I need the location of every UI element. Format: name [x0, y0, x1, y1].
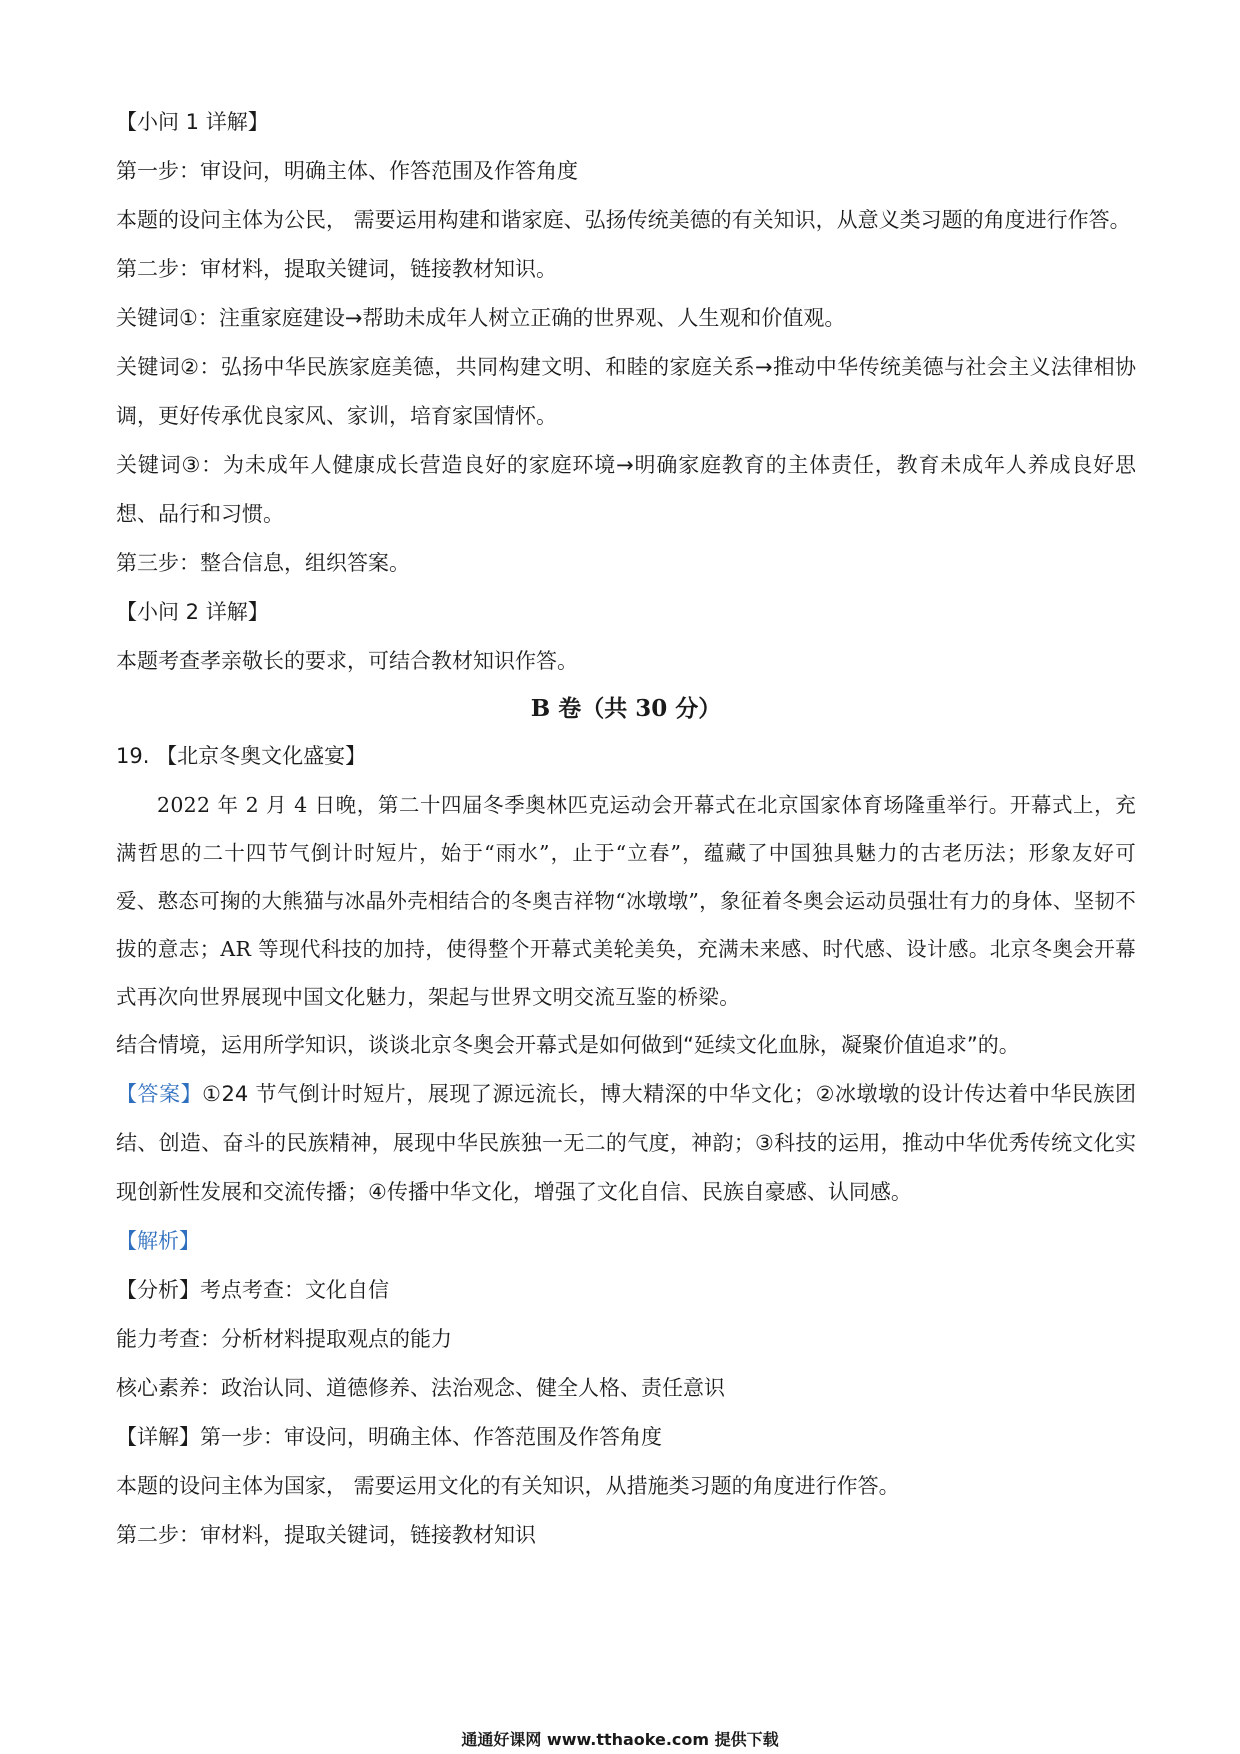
detail-step-2: 第二步：审材料，提取关键词，链接教材知识 [116, 1523, 536, 1547]
sub-question-2-heading: 【小问 2 详解】 [116, 600, 269, 624]
answer-text: ①24 节气倒计时短片，展现了源远流长，博大精深的中华文化；②冰墩墩的设计传达着中华民族团结、创造、奋斗的民族精神，展现中华民族独一无二的气度，神韵；③科技的运用，推动中华优秀传统文化实现创新性发展和交流传播；④传播中华文化，增强了文化自信、民族自豪感、认同感。 [116, 1082, 1137, 1204]
analysis-point: 【分析】考点考查：文化自信 [116, 1278, 389, 1302]
keyword-1: 关键词①：注重家庭建设→帮助未成年人树立正确的世界观、人生观和价值观。 [116, 306, 846, 330]
answer-tag: 【答案】 [116, 1082, 203, 1106]
question-19-material: 2022 年 2 月 4 日晚，第二十四届冬季奥林匹克运动会开幕式在北京国家体育场隆重举行。开幕式上，充满哲思的二十四节气倒计时短片，始于“雨水”，止于“立春”，蕴藏了中国独具魅力的古老历法；形象友好可爱、憨态可掬的大熊猫与冰晶外壳相结合的冬奥吉祥物“冰墩墩”，象征着冬奥会运动员强壮有力的身体、坚韧不拔的意志；AR 等现代科技的加持，使得整个开幕式美轮美奂，充满未来感、时代感、设计感。北京冬奥会开幕式再次向世界展现中国文化魅力，架起与世界文明交流互鉴的桥梁。 [116, 793, 1136, 1009]
page-footer: 通通好课网 www.tthaoke.com 提供下载 [461, 1730, 779, 1749]
analysis-heading [116, 1217, 1136, 1266]
sub-question-1-heading: 【小问 1 详解】 [116, 110, 269, 134]
detail-step-1: 【详解】第一步：审设问，明确主体、作答范围及作答角度 [116, 1425, 662, 1449]
step-1-text: 第一步：审设问，明确主体、作答范围及作答角度 [116, 159, 578, 183]
sub-question-2-text: 本题考查孝亲敬长的要求，可结合教材知识作答。 [116, 649, 578, 673]
analysis-tag: 【解析】 [116, 1229, 200, 1253]
section-b-title: B 卷（共 30 分） [530, 695, 722, 722]
keyword-2: 关键词②：弘扬中华民族家庭美德，共同构建文明、和睦的家庭关系→推动中华传统美德与社会主义法律相协调，更好传承优良家风、家训，培育家国情怀。 [116, 355, 1136, 428]
question-19-prompt: 结合情境，运用所学知识，谈谈北京冬奥会开幕式是如何做到“延续文化血脉，凝聚价值追求”的。 [116, 1033, 1020, 1057]
document-page [116, 98, 1136, 1560]
step-3-text: 第三步：整合信息，组织答案。 [116, 551, 410, 575]
literacy-text: 核心素养：政治认同、道德修养、法治观念、健全人格、责任意识 [116, 1376, 725, 1400]
answer-block [116, 1070, 1136, 1217]
step-2-text: 第二步：审材料，提取关键词，链接教材知识。 [116, 257, 557, 281]
ability-text: 能力考查：分析材料提取观点的能力 [116, 1327, 452, 1351]
keyword-3: 关键词③：为未成年人健康成长营造良好的家庭环境→明确家庭教育的主体责任，教育未成年人养成良好思想、品行和习惯。 [116, 453, 1136, 526]
subject-description: 本题的设问主体为公民， 需要运用构建和谐家庭、弘扬传统美德的有关知识，从意义类习题的角度进行作答。 [116, 208, 1131, 232]
question-19-title: 19. 【北京冬奥文化盛宴】 [116, 744, 367, 768]
detail-subject: 本题的设问主体为国家， 需要运用文化的有关知识，从措施类习题的角度进行作答。 [116, 1474, 900, 1498]
